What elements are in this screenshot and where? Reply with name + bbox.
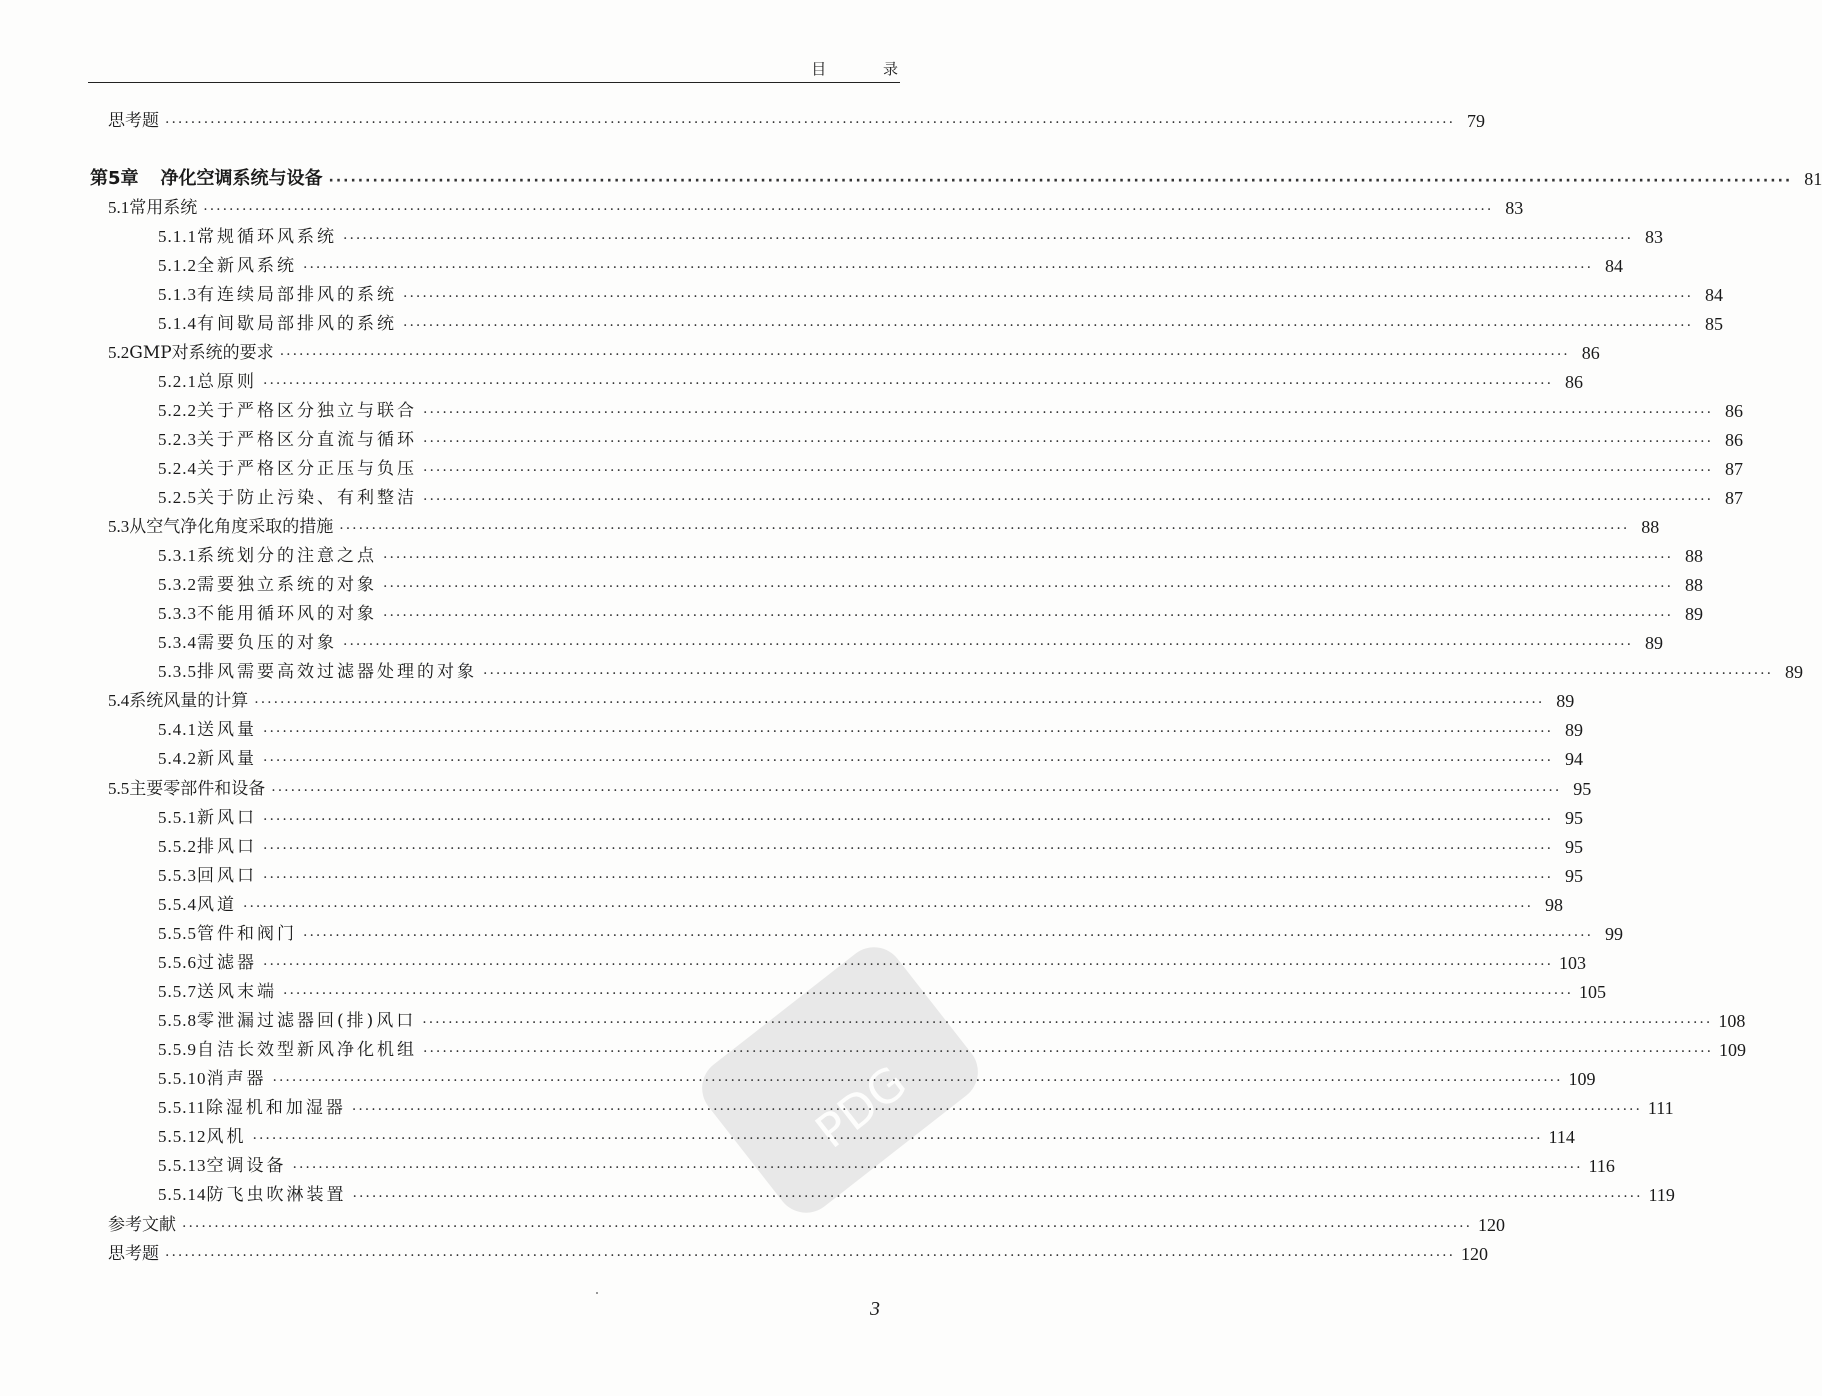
- toc-entry-number: 5.3.3: [158, 604, 197, 623]
- toc-entry-title: 零泄漏过滤器回(排)风口: [197, 1011, 417, 1031]
- toc-entry[interactable]: [158, 485, 1744, 511]
- toc-entry[interactable]: [158, 369, 1584, 395]
- toc-entry[interactable]: [158, 427, 1744, 453]
- toc-entry-number: 5.5.12: [158, 1127, 207, 1146]
- toc-entry[interactable]: [158, 746, 1584, 772]
- toc-entry-title: 有间歇局部排风的系统: [197, 314, 397, 334]
- toc-entry-page: 89: [1645, 633, 1664, 653]
- toc-entry-title: 需要独立系统的对象: [197, 575, 377, 595]
- toc-entry-page: 95: [1565, 866, 1584, 886]
- toc-entry-number: 5.5.10: [158, 1069, 207, 1088]
- toc-entry-number: 5.2.1: [158, 372, 197, 391]
- toc-dot-leader: ········································································································································································································: [243, 899, 1534, 915]
- toc-entry-page: 89: [1556, 691, 1575, 711]
- toc-dot-leader: ········································································································································································································: [303, 260, 1594, 276]
- toc-entry-page: 89: [1685, 604, 1704, 624]
- toc-entry-page: 84: [1705, 285, 1724, 305]
- toc-entry[interactable]: [108, 776, 1592, 802]
- toc-entry[interactable]: [158, 1182, 1675, 1208]
- toc-dot-leader: ········································································································································································································: [252, 1131, 1543, 1147]
- toc-entry-title: 从空气净化角度采取的措施: [129, 517, 334, 537]
- toc-entry-title: 净化空调系统与设备: [160, 168, 323, 189]
- toc-dot-leader: ········································································································································································································: [165, 1248, 1456, 1264]
- toc-entry[interactable]: [158, 601, 1704, 627]
- toc-entry-number: 5.5.3: [158, 866, 197, 885]
- toc-entry[interactable]: [158, 805, 1584, 831]
- toc-entry[interactable]: [158, 543, 1704, 569]
- toc-entry-number: 5.4.1: [158, 720, 197, 739]
- toc-entry-title: 回风口: [197, 866, 257, 886]
- toc-dot-leader: ········································································································································································································: [383, 550, 1674, 566]
- toc-dot-leader: ········································································································································································································: [423, 1044, 1714, 1060]
- toc-entry-page: 89: [1565, 720, 1584, 740]
- toc-entry[interactable]: [158, 1153, 1615, 1179]
- toc-entry-number: 5.3: [108, 517, 130, 536]
- toc-entry-page: 89: [1785, 662, 1804, 682]
- toc-entry-page: 103: [1559, 953, 1587, 973]
- toc-entry-page: 111: [1647, 1098, 1674, 1118]
- toc-entry[interactable]: [108, 195, 1524, 221]
- toc-entry-title: 思考题: [108, 1244, 159, 1264]
- toc-dot-leader: ········································································································································································································: [292, 1160, 1583, 1176]
- toc-dot-leader: ········································································································································································································: [254, 695, 1545, 711]
- toc-entry[interactable]: [158, 630, 1664, 656]
- toc-entry-page: 86: [1725, 401, 1744, 421]
- toc-entry-page: 114: [1548, 1127, 1575, 1147]
- toc-entry[interactable]: [158, 1066, 1596, 1092]
- toc-dot-leader: ········································································································································································································: [423, 405, 1714, 421]
- toc-dot-leader: ········································································································································································································: [263, 812, 1554, 828]
- toc-entry-number: 5.2.5: [158, 488, 197, 507]
- toc-dot-leader: ········································································································································································································: [271, 783, 1562, 799]
- toc-entry-number: 5.2.3: [158, 430, 197, 449]
- toc-entry[interactable]: [158, 572, 1704, 598]
- toc-entry-page: 120: [1461, 1244, 1489, 1264]
- toc-entry[interactable]: [158, 1095, 1674, 1121]
- toc-dot-leader: ········································································································································································································: [303, 928, 1594, 944]
- toc-entry-title: 风道: [197, 895, 237, 915]
- toc-entry-number: 5.1.1: [158, 227, 197, 246]
- stray-dot: [596, 1292, 598, 1294]
- toc-entry-page: 116: [1588, 1156, 1615, 1176]
- toc-dot-leader: ········································································································································································································: [423, 434, 1714, 450]
- toc-entry-number: 5.5.6: [158, 953, 197, 972]
- header-title: 目 录: [811, 60, 924, 78]
- toc-entry-number: 5.5: [108, 779, 130, 798]
- toc-entry-title: 管件和阀门: [197, 924, 297, 944]
- toc-dot-leader: ········································································································································································································: [263, 753, 1554, 769]
- toc-entry-title: 空调设备: [206, 1156, 287, 1176]
- toc-entry-page: 88: [1685, 546, 1704, 566]
- toc-dot-leader: ········································································································································································································: [263, 957, 1554, 973]
- toc-entry-title: 系统划分的注意之点: [197, 546, 377, 566]
- toc-entry[interactable]: [158, 456, 1744, 482]
- toc-entry[interactable]: [158, 950, 1587, 976]
- toc-entry[interactable]: [108, 108, 1486, 134]
- toc-entry-number: 5.2.2: [158, 401, 197, 420]
- toc-entry-page: 83: [1645, 227, 1664, 247]
- toc-entry[interactable]: [158, 892, 1564, 918]
- toc-entry-number: 5.2: [108, 343, 130, 362]
- toc-dot-leader: ········································································································································································································: [203, 202, 1494, 218]
- toc-entry-page: 86: [1725, 430, 1744, 450]
- toc-entry-page: 79: [1467, 111, 1486, 131]
- toc-entry[interactable]: [108, 688, 1575, 714]
- toc-entry[interactable]: [158, 863, 1584, 889]
- toc-entry-page: 119: [1648, 1185, 1675, 1205]
- toc-entry[interactable]: [108, 1241, 1489, 1267]
- toc-entry-page: 105: [1579, 982, 1607, 1002]
- toc-entry-title: 常规循环风系统: [197, 227, 337, 247]
- toc-dot-leader: ········································································································································································································: [383, 608, 1674, 624]
- toc-entry-title: 排风口: [197, 837, 257, 857]
- toc-entry-number: 5.1: [108, 198, 130, 217]
- toc-entry-page: 99: [1605, 924, 1624, 944]
- running-header: [88, 52, 924, 83]
- toc-entry-title: 新风量: [197, 749, 257, 769]
- toc-entry-number: 5.3.2: [158, 575, 197, 594]
- toc-entry-page: 81: [1804, 169, 1822, 189]
- toc-entry-number: 5.4: [108, 691, 130, 710]
- toc-entry-title: 主要零部件和设备: [129, 779, 266, 799]
- toc-dot-leader: ········································································································································································································: [483, 666, 1774, 682]
- toc-entry[interactable]: [158, 834, 1584, 860]
- toc-entry-page: 84: [1605, 256, 1624, 276]
- toc-entry-page: 94: [1565, 749, 1584, 769]
- toc-dot-leader: ········································································································································································································: [328, 173, 1793, 189]
- toc-entry-title: 常用系统: [129, 198, 198, 218]
- toc-entry-page: 85: [1705, 314, 1724, 334]
- toc-dot-leader: ········································································································································································································: [422, 1015, 1713, 1031]
- toc-entry-page: 95: [1565, 837, 1584, 857]
- toc-entry-number: 5.5.1: [158, 808, 197, 827]
- toc-entry[interactable]: [158, 398, 1744, 424]
- toc-entry[interactable]: [158, 282, 1724, 308]
- toc-entry-number: 5.5.13: [158, 1156, 207, 1175]
- toc-entry-page: 109: [1719, 1040, 1747, 1060]
- toc-entry-number: 5.3.4: [158, 633, 197, 652]
- toc-entry-title: GMP对系统的要求: [129, 343, 274, 363]
- toc-entry[interactable]: [158, 253, 1624, 279]
- toc-entry-title: 除湿机和加湿器: [205, 1098, 346, 1118]
- toc-dot-leader: ········································································································································································································: [279, 347, 1570, 363]
- toc-entry-page: 109: [1568, 1069, 1596, 1089]
- toc-entry-title: 风机: [206, 1127, 247, 1147]
- toc-dot-leader: ········································································································································································································: [283, 986, 1574, 1002]
- toc-entry-title: 送风量: [197, 720, 257, 740]
- toc-entry-page: 86: [1581, 343, 1600, 363]
- toc-entry-number: 5.1.4: [158, 314, 197, 333]
- toc-entry-title: 思考题: [108, 111, 159, 131]
- toc-entry-number: 5.5.11: [158, 1098, 206, 1117]
- toc-dot-leader: ········································································································································································································: [423, 492, 1714, 508]
- toc-entry-page: 88: [1685, 575, 1704, 595]
- toc-entry-title: 有连续局部排风的系统: [197, 285, 397, 305]
- toc-dot-leader: ········································································································································································································: [263, 376, 1554, 392]
- toc-entry-page: 108: [1718, 1011, 1746, 1031]
- toc-entry-page: 83: [1505, 198, 1524, 218]
- toc-entry[interactable]: [108, 1212, 1506, 1238]
- toc-entry-page: 87: [1725, 488, 1744, 508]
- toc-entry-number: 5.5.2: [158, 837, 197, 856]
- toc-entry-page: 120: [1478, 1215, 1506, 1235]
- toc-entry[interactable]: [158, 1008, 1746, 1034]
- toc-dot-leader: ········································································································································································································: [383, 579, 1674, 595]
- toc-entry-number: 5.2.4: [158, 459, 197, 478]
- toc-entry-page: 95: [1565, 808, 1584, 828]
- toc-dot-leader: ········································································································································································································: [403, 318, 1694, 334]
- toc-entry-number: 第5章: [90, 168, 139, 189]
- toc-entry[interactable]: [158, 659, 1804, 685]
- toc-entry[interactable]: [108, 514, 1660, 540]
- toc-entry[interactable]: [158, 311, 1724, 337]
- toc-entry[interactable]: [108, 340, 1600, 366]
- toc-dot-leader: ········································································································································································································: [343, 231, 1634, 247]
- toc-entry-title: 关于防止污染、有利整洁: [197, 488, 417, 508]
- toc-entry-page: 86: [1565, 372, 1584, 392]
- toc-entry[interactable]: [158, 1124, 1575, 1150]
- toc-entry-number: 5.5.4: [158, 895, 197, 914]
- toc-entry-page: 88: [1641, 517, 1660, 537]
- toc-dot-leader: ········································································································································································································: [403, 289, 1694, 305]
- toc-entry-title: 全新风系统: [197, 256, 297, 276]
- toc-entry-number: 5.3.5: [158, 662, 197, 681]
- toc-entry-number: 5.1.3: [158, 285, 197, 304]
- toc-entry[interactable]: [158, 921, 1624, 947]
- toc-dot-leader: ········································································································································································································: [263, 841, 1554, 857]
- toc-entry-title: 系统风量的计算: [129, 691, 249, 711]
- toc-dot-leader: ········································································································································································································: [339, 521, 1630, 537]
- toc-entry-title: 关于严格区分独立与联合: [197, 401, 417, 421]
- toc-entry-title: 新风口: [197, 808, 257, 828]
- toc-entry-number: 5.3.1: [158, 546, 197, 565]
- toc-dot-leader: ········································································································································································································: [272, 1073, 1563, 1089]
- toc-entry-page: 95: [1573, 779, 1592, 799]
- toc-entry-page: 87: [1725, 459, 1744, 479]
- toc-entry[interactable]: [158, 1037, 1747, 1063]
- toc-chapter-entry[interactable]: [90, 166, 1822, 192]
- toc-dot-leader: ········································································································································································································: [351, 1102, 1642, 1118]
- toc-entry-title: 参考文献: [108, 1215, 176, 1235]
- toc-entry-title: 关于严格区分正压与负压: [197, 459, 417, 479]
- toc-entry-number: 5.4.2: [158, 749, 197, 768]
- toc-entry-title: 送风末端: [197, 982, 277, 1002]
- toc-entry-number: 5.5.8: [158, 1011, 197, 1030]
- watermark-text: PDG: [805, 1055, 917, 1159]
- toc-entry-page: 98: [1545, 895, 1564, 915]
- toc-entry-title: 排风需要高效过滤器处理的对象: [197, 662, 477, 682]
- toc-entry-title: 消声器: [206, 1069, 267, 1089]
- toc-dot-leader: ········································································································································································································: [343, 637, 1634, 653]
- toc-entry-number: 5.5.14: [158, 1185, 207, 1204]
- toc-entry[interactable]: [158, 717, 1584, 743]
- toc-dot-leader: ········································································································································································································: [165, 115, 1456, 131]
- toc-entry-title: 防飞虫吹淋装置: [206, 1185, 347, 1205]
- toc-entry-title: 需要负压的对象: [197, 633, 337, 653]
- toc-entry-title: 不能用循环风的对象: [197, 604, 377, 624]
- toc-entry-title: 关于严格区分直流与循环: [197, 430, 417, 450]
- toc-entry-number: 5.5.9: [158, 1040, 197, 1059]
- page-number: 3: [870, 1298, 880, 1320]
- toc-entry-number: 5.5.7: [158, 982, 197, 1001]
- toc-dot-leader: ········································································································································································································: [423, 463, 1714, 479]
- toc-entry-number: 5.1.2: [158, 256, 197, 275]
- toc-dot-leader: ········································································································································································································: [352, 1189, 1643, 1205]
- toc-dot-leader: ········································································································································································································: [263, 870, 1554, 886]
- toc-entry-title: 自洁长效型新风净化机组: [197, 1040, 417, 1060]
- toc-entry-title: 过滤器: [197, 953, 257, 973]
- toc-entry[interactable]: [158, 224, 1664, 250]
- toc-entry[interactable]: [158, 979, 1607, 1005]
- toc-dot-leader: ········································································································································································································: [182, 1219, 1473, 1235]
- toc-entry-title: 总原则: [197, 372, 257, 392]
- toc-dot-leader: ········································································································································································································: [263, 724, 1554, 740]
- toc-entry-number: 5.5.5: [158, 924, 197, 943]
